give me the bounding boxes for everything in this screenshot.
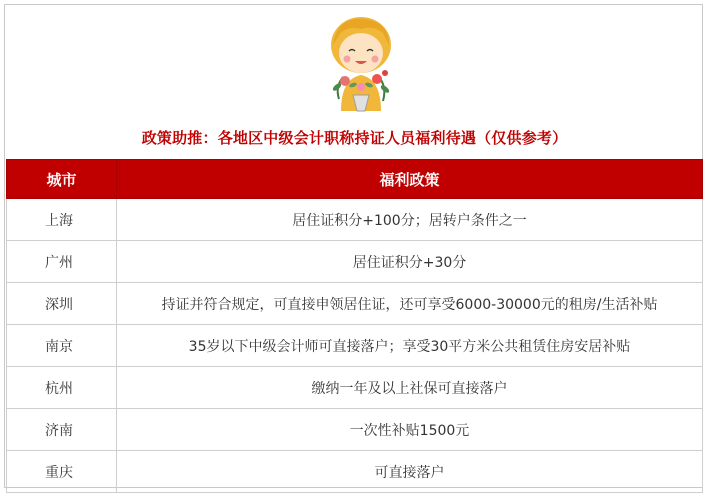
benefit-cell: 持证并符合规定，可直接申领居住证，还可享受6000-30000元的租房/生活补贴 — [117, 283, 703, 325]
benefit-cell: 35岁以下中级会计师可直接落户；享受30平方米公共租赁住房安居补贴 — [117, 325, 703, 367]
policy-table — [6, 159, 703, 493]
benefit-cell: 一次性补贴1500元 — [117, 409, 703, 451]
header-city: 城市 — [7, 160, 117, 199]
table-row — [7, 409, 703, 451]
table-row — [7, 283, 703, 325]
table-header-row — [7, 160, 703, 199]
benefit-cell: 居住证积分+100分；居转户条件之一 — [117, 199, 703, 241]
table-row — [7, 451, 703, 493]
page-title: 政策助推：各地区中级会计职称持证人员福利待遇（仅供参考） — [141, 129, 568, 147]
city-cell: 广州 — [7, 241, 117, 283]
city-cell: 济南 — [7, 409, 117, 451]
city-cell: 上海 — [7, 199, 117, 241]
city-cell: 深圳 — [7, 283, 117, 325]
content-frame — [4, 4, 703, 488]
table-row — [7, 241, 703, 283]
table-row — [7, 199, 703, 241]
city-cell: 南京 — [7, 325, 117, 367]
benefit-cell: 居住证积分+30分 — [117, 241, 703, 283]
city-cell: 杭州 — [7, 367, 117, 409]
city-cell: 重庆 — [7, 451, 117, 493]
header-benefit: 福利政策 — [117, 160, 703, 199]
table-row — [7, 367, 703, 409]
benefit-cell: 可直接落户 — [117, 451, 703, 493]
mascot-illustration — [323, 15, 399, 113]
benefit-cell: 缴纳一年及以上社保可直接落户 — [117, 367, 703, 409]
table-row — [7, 325, 703, 367]
